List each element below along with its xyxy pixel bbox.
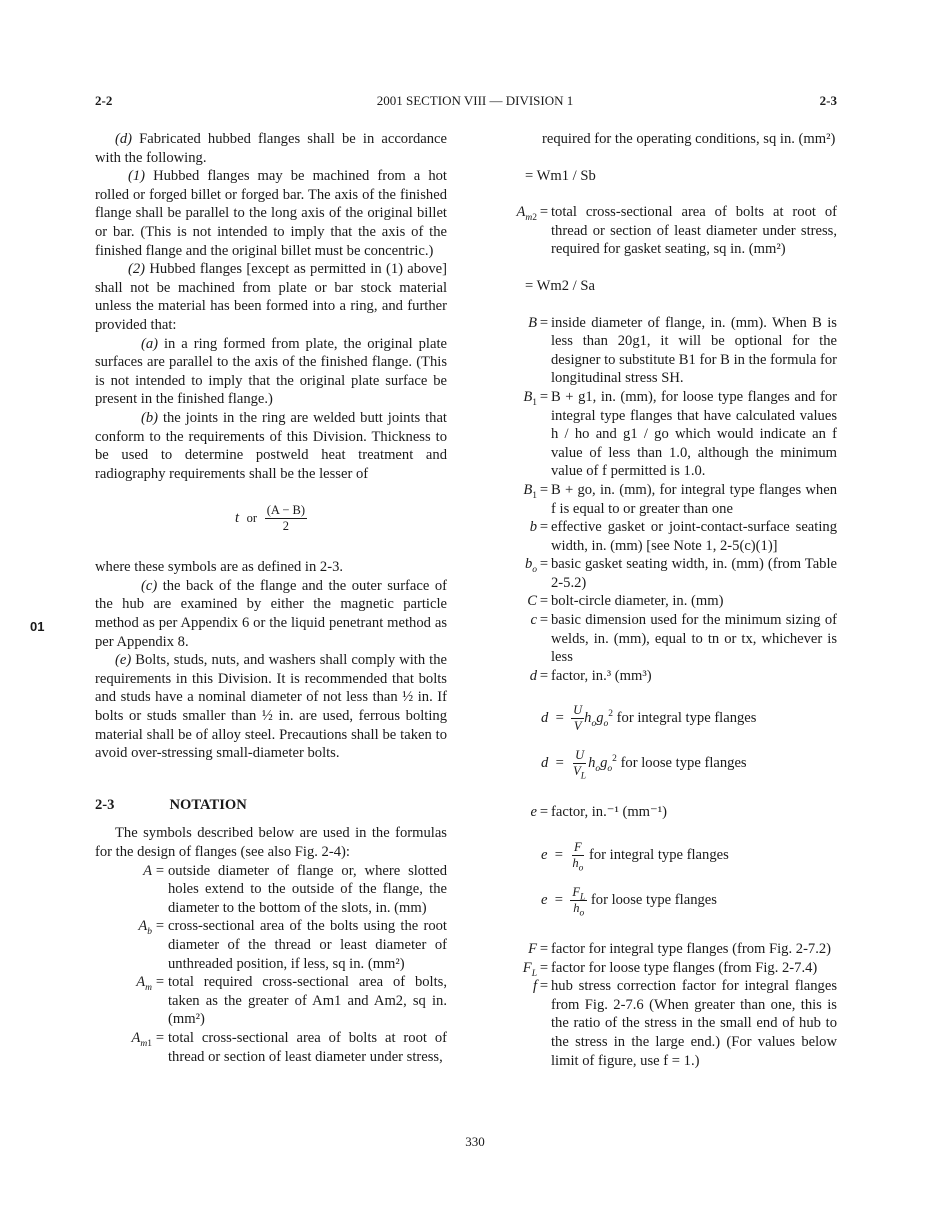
paragraph-where: where these symbols are as defined in 2-3.	[95, 559, 344, 576]
symbol-b: b = effective gasket or joint-contact-surface seating width, in. (mm) [see Note 1, 2-5(c)(1)]	[529, 519, 837, 554]
thickness-formula: t or $\frac{(A - B)}{2}$	[234, 503, 306, 534]
paragraph-1: (1) Hubbed flanges may be machined from a hot rolled or forged billet or forged bar. The axis of the finished flange shall be parallel to the long axis of the original billet or bar. (This is not intended to imply that the axis of the finished flange and the original billet must be concentric.)	[95, 168, 447, 259]
symbol-B1-loose: $B_1$ = B + g1, in. (mm), for loose type flanges and for integral type flanges that have calculated values h / ho and g1 / go which would indicate an f value of less than 1.0, although the minimum value of f permitted is 1.0.	[523, 388, 837, 480]
symbol-d: d = factor, in.³ (mm³)	[529, 667, 652, 684]
paragraph-d: (d) Fabricated hubbed flanges shall be in accordance with the following.	[95, 131, 447, 166]
symbol-C: C = bolt-circle diameter, in. (mm)	[527, 593, 724, 610]
paragraph-notation: The symbols described below are used in the formulas for the design of flanges (see also Fig. 2-4):	[95, 825, 447, 860]
symbol-B1-integral: $B_1$ = B + go, in. (mm), for integral type flanges when f is equal to or greater than one	[523, 481, 837, 517]
symbol-bo: $b_o$ = basic gasket seating width, in. (mm) (from Table 2-5.2)	[524, 556, 837, 591]
paragraph-c: (c) the back of the flange and the outer surface of the hub are examined by either the magnetic particle method as per Appendix 6 or the liquid penetrant method as per Appendix 8.	[95, 577, 447, 650]
header-left: 2-2	[95, 93, 113, 108]
symbol-Am: $A_m$ = total required cross-sectional area of bolts, taken as the greater of Am1 and Am2, sq in. (mm²)	[136, 974, 447, 1028]
symbol-A: A = outside diameter of flange or, where slotted holes extend to the outside of the flange, the diameter to the bottom of the slots, in. (mm)	[143, 862, 447, 916]
page-number: 330	[465, 1134, 485, 1149]
symbol-e: e = factor, in.⁻¹ (mm⁻¹)	[530, 804, 667, 821]
header-right: 2-3	[819, 93, 837, 108]
section-heading: 2-3 NOTATION	[95, 796, 247, 813]
symbol-Am1: $A_{m1}$ = total cross-sectional area of bolts at root of thread or section of least diameter under stress,	[131, 1029, 447, 1065]
am1-equation: = Wm1 / Sb	[525, 167, 596, 184]
symbol-list	[95, 862, 447, 1067]
d-loose-equation: d = $\frac{U}{V_L}$ $h_og_o^2$ for loose type flanges	[541, 748, 747, 782]
e-integral-equation: e = $\frac{F}{h_o}$ for integral type flanges	[541, 840, 729, 874]
symbol-FL: $F_L$ = factor for loose type flanges (from Fig. 2-7.4)	[522, 959, 818, 979]
right-column	[497, 130, 837, 1070]
symbol-B: B = inside diameter of flange, in. (mm). When B is less than 20g1, it will be optional for the designer to substitute B1 for B in the formula for longitudinal stress SH.	[528, 314, 837, 387]
symbol-c: c = basic dimension used for the minimum sizing of welds, in. (mm), equal to tn or tx, whichever is less	[530, 612, 837, 666]
paragraph-e: (e) Bolts, studs, nuts, and washers shall comply with the requirements in this Division. It is recommended that bolts and studs have a nominal diameter of not less than ½ in. If bolts or studs smaller than ½ in. are used, ferrous bolting material shall be of alloy steel. Precautions shall be taken to avoid over-stressing small-diameter bolts.	[95, 652, 447, 762]
paragraph-a: (a) in a ring formed from plate, the original plate surfaces are parallel to the axis of the finished flange. (This is not intended to imply that the original plate surface be present in the finished flange.)	[95, 335, 447, 408]
am2-equation: = Wm2 / Sa	[525, 277, 595, 294]
paragraph-b: (b) the joints in the ring are welded butt joints that conform to the requirements of this Division. Thickness to be used to determine postweld heat treatment and radiography requirements shall be the lesser of	[95, 409, 447, 482]
paragraph-2: (2) Hubbed flanges [except as permitted in (1) above] shall not be machined from plate or bar stock material unless the material has been formed into a ring, and further provided that:	[95, 261, 448, 333]
symbol-Am2: $A_{m2}$ = total cross-sectional area of bolts at root of thread or section of least diameter under stress, required for gasket seating, sq in. (mm²)	[516, 204, 837, 258]
symbol-f: f = hub stress correction factor for integral flanges from Fig. 2-7.6 (When greater than one, this is the ratio of the stress in the small end of hub to the stress in the large end.) (For values below limit of figure, use f = 1.)	[532, 978, 837, 1069]
left-column	[95, 130, 447, 1066]
d-integral-equation: d = $\frac{U}{V}$ $h_og_o^2$ for integral type flanges	[541, 703, 757, 734]
symbol-Ab: $A_b$ = cross-sectional area of the bolts using the root diameter of the thread or least diameter of unthreaded position, if less, sq in. (mm²)	[138, 918, 447, 972]
symbol-F: F = factor for integral type flanges (from Fig. 2-7.2)	[528, 941, 832, 958]
revision-marker: 01	[30, 619, 45, 634]
e-loose-equation: e = $\frac{F_L}{h_o}$ for loose type flanges	[541, 885, 717, 919]
am1-continuation: required for the operating conditions, sq in. (mm²)	[542, 131, 836, 147]
header-center: 2001 SECTION VIII — DIVISION 1	[376, 93, 574, 108]
